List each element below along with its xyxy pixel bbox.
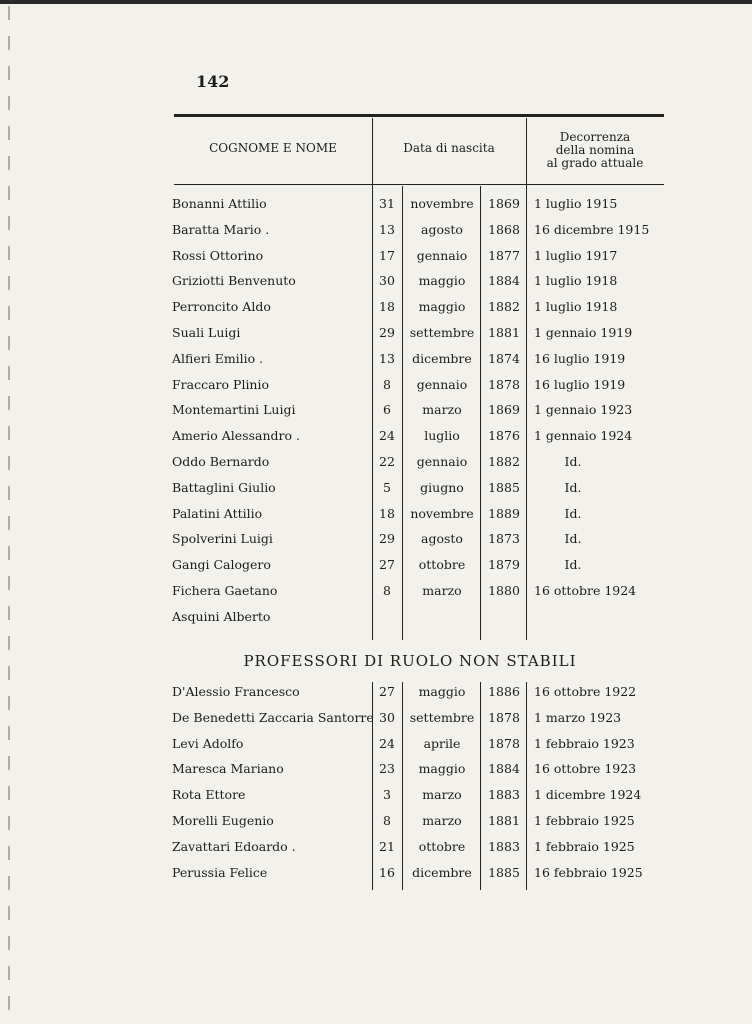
person-name: Spolverini Luigi: [172, 531, 273, 547]
birth-day: 17: [379, 247, 395, 263]
birth-year: 1882: [488, 299, 520, 315]
birth-day: 18: [379, 299, 395, 315]
section-2-title: PROFESSORI DI RUOLO NON STABILI: [243, 652, 577, 670]
table-row: [0, 504, 752, 524]
person-name: Oddo Bernardo: [172, 454, 270, 469]
birth-day: 13: [379, 350, 395, 366]
birth-month: novembre: [410, 196, 474, 211]
person-name: Rossi Ottorino: [172, 247, 264, 263]
person-name: Baratta Mario .: [172, 221, 270, 237]
birth-day: 30: [379, 273, 395, 289]
birth-year: 1886: [488, 684, 520, 699]
table-row: [0, 297, 752, 317]
birth-year: 1881: [488, 325, 520, 340]
table-row: [0, 452, 752, 472]
birth-year: 1874: [488, 350, 520, 366]
table-row: [0, 220, 752, 240]
birth-month: agosto: [421, 221, 463, 237]
birth-day: 21: [379, 838, 395, 854]
birth-year: 1869: [488, 196, 520, 211]
person-name: Fichera Gaetano: [172, 583, 278, 598]
birth-month: gennaio: [416, 376, 468, 392]
birth-month: giugno: [420, 479, 464, 495]
birth-year: 1881: [488, 813, 520, 828]
birth-day: 8: [383, 813, 391, 828]
birth-day: 29: [379, 531, 395, 547]
birth-month: ottobre: [418, 838, 466, 854]
birth-day: 6: [383, 402, 391, 418]
birth-month: ottobre: [418, 557, 466, 573]
birth-year: 1883: [488, 838, 520, 854]
table-row: [0, 271, 752, 291]
table-row: [0, 682, 752, 702]
birth-year: 1885: [488, 864, 520, 880]
birth-month: maggio: [418, 684, 466, 699]
person-name: Zavattari Edoardo .: [172, 838, 296, 854]
table-row: [0, 708, 752, 728]
table-top-rule: [174, 114, 664, 117]
decorrenza-date: 16 ottobre 1922: [534, 684, 637, 699]
birth-day: 22: [379, 454, 395, 469]
birth-month: dicembre: [412, 864, 472, 880]
decorrenza-date: 1 luglio 1918: [534, 299, 618, 315]
birth-day: 31: [379, 196, 395, 211]
birth-year: 1878: [488, 709, 520, 725]
birth-year: 1885: [488, 479, 520, 495]
birth-day: 8: [383, 376, 391, 392]
table-row: [0, 759, 752, 779]
decorrenza-date: 1 gennaio 1919: [534, 325, 633, 340]
decorrenza-date: Id.: [564, 505, 582, 521]
table-row: [0, 323, 752, 343]
person-name: D'Alessio Francesco: [172, 684, 300, 699]
birth-year: 1876: [488, 428, 520, 444]
birth-year: 1880: [488, 583, 520, 598]
birth-year: 1882: [488, 454, 520, 469]
decorrenza-date: 1 gennaio 1924: [534, 428, 633, 444]
birth-month: aprile: [423, 735, 461, 751]
birth-day: 13: [379, 221, 395, 237]
table-row: [0, 555, 752, 575]
table-row: [0, 837, 752, 857]
birth-day: 3: [383, 787, 391, 803]
birth-month: dicembre: [412, 350, 472, 366]
table-row: [0, 426, 752, 446]
person-name: Perussia Felice: [172, 864, 268, 880]
birth-year: 1889: [488, 505, 520, 521]
person-name: Asquini Alberto: [172, 608, 271, 624]
person-name: Gangi Calogero: [172, 557, 271, 573]
decorrenza-date: 1 dicembre 1924: [534, 787, 642, 803]
decorrenza-date: 1 luglio 1918: [534, 273, 618, 289]
person-name: Maresca Mariano: [172, 761, 284, 777]
header-name: COGNOME E NOME: [209, 141, 337, 155]
table-row: [0, 607, 752, 627]
decorrenza-date: 16 dicembre 1915: [534, 221, 650, 237]
decorrenza-date: 16 luglio 1919: [534, 376, 626, 392]
person-name: Griziotti Benvenuto: [172, 273, 296, 289]
person-name: Montemartini Luigi: [172, 402, 296, 418]
decorrenza-date: 1 marzo 1923: [534, 709, 622, 725]
person-name: Fraccaro Plinio: [172, 376, 270, 392]
decorrenza-date: 16 ottobre 1924: [534, 583, 637, 598]
page-number: 142: [196, 72, 230, 91]
birth-day: 16: [379, 864, 395, 880]
decorrenza-date: 1 febbraio 1923: [534, 735, 635, 751]
table-row: [0, 194, 752, 214]
header-decorrenza-line1: Decorrenza: [559, 130, 631, 144]
decorrenza-date: Id.: [564, 557, 582, 573]
decorrenza-date: 1 febbraio 1925: [534, 813, 635, 828]
table-row: [0, 581, 752, 601]
birth-month: gennaio: [416, 247, 468, 263]
birth-month: luglio: [424, 428, 460, 444]
birth-month: marzo: [422, 402, 462, 418]
birth-month: settembre: [409, 325, 475, 340]
birth-day: 29: [379, 325, 395, 340]
header-birth: Data di nascita: [403, 141, 495, 155]
birth-month: agosto: [421, 531, 463, 547]
birth-month: settembre: [409, 709, 475, 725]
birth-year: 1884: [488, 761, 520, 777]
header-bottom-rule: [174, 184, 664, 185]
birth-year: 1869: [488, 402, 520, 418]
table-row: [0, 478, 752, 498]
decorrenza-date: Id.: [564, 479, 582, 495]
decorrenza-date: 1 luglio 1915: [534, 196, 618, 211]
birth-year: 1884: [488, 273, 520, 289]
header-decorrenza-line2: della nomina: [555, 143, 635, 157]
scan-top-border: [0, 0, 752, 4]
decorrenza-date: 1 gennaio 1923: [534, 402, 633, 418]
decorrenza-date: 16 luglio 1919: [534, 350, 626, 366]
header-decorrenza: [526, 131, 664, 170]
decorrenza-date: Id.: [564, 454, 582, 469]
table-row: [0, 811, 752, 831]
person-name: Morelli Eugenio: [172, 813, 274, 828]
table-row: [0, 400, 752, 420]
table-row: [0, 863, 752, 883]
table-row: [0, 375, 752, 395]
birth-month: novembre: [410, 505, 474, 521]
person-name: Battaglini Giulio: [172, 479, 276, 495]
birth-year: 1873: [488, 531, 520, 547]
person-name: Bonanni Attilio: [172, 196, 267, 211]
header-decorrenza-line3: al grado attuale: [546, 156, 644, 170]
birth-day: 24: [379, 428, 395, 444]
birth-year: 1868: [488, 221, 520, 237]
table-row: [0, 246, 752, 266]
birth-day: 23: [379, 761, 395, 777]
person-name: Suali Luigi: [172, 325, 241, 340]
person-name: Rota Ettore: [172, 787, 246, 803]
birth-month: gennaio: [416, 454, 468, 469]
birth-day: 24: [379, 735, 395, 751]
person-name: Levi Adolfo: [172, 735, 244, 751]
decorrenza-date: 16 febbraio 1925: [534, 864, 643, 880]
birth-month: marzo: [422, 813, 462, 828]
decorrenza-date: 1 febbraio 1925: [534, 838, 635, 854]
birth-month: maggio: [418, 273, 466, 289]
birth-month: maggio: [418, 299, 466, 315]
table-row: [0, 734, 752, 754]
person-name: Perroncito Aldo: [172, 299, 271, 315]
birth-year: 1878: [488, 376, 520, 392]
decorrenza-date: 1 luglio 1917: [534, 247, 618, 263]
birth-day: 30: [379, 709, 395, 725]
birth-day: 27: [379, 557, 395, 573]
person-name: Alfieri Emilio .: [172, 350, 264, 366]
table-row: [0, 349, 752, 369]
birth-day: 18: [379, 505, 395, 521]
birth-year: 1878: [488, 735, 520, 751]
birth-month: marzo: [422, 583, 462, 598]
table-row: [0, 529, 752, 549]
person-name: Palatini Attilio: [172, 505, 263, 521]
person-name: Amerio Alessandro .: [172, 428, 300, 444]
birth-year: 1879: [488, 557, 520, 573]
birth-year: 1877: [488, 247, 520, 263]
birth-day: 27: [379, 684, 395, 699]
decorrenza-date: Id.: [564, 531, 582, 547]
birth-year: 1883: [488, 787, 520, 803]
birth-month: marzo: [422, 787, 462, 803]
table-row: [0, 785, 752, 805]
birth-month: maggio: [418, 761, 466, 777]
birth-day: 5: [383, 479, 391, 495]
decorrenza-date: 16 ottobre 1923: [534, 761, 637, 777]
person-name: De Benedetti Zaccaria Santorre: [172, 709, 374, 725]
birth-day: 8: [383, 583, 391, 598]
